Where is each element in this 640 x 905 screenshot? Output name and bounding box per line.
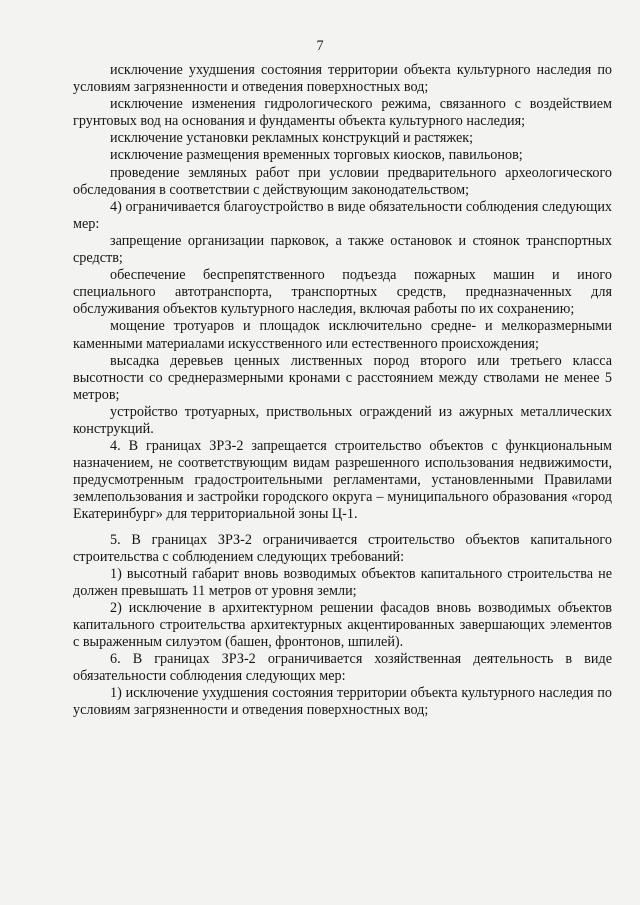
paragraph: мощение тротуаров и площадок исключительно средне- и мелкоразмерными каменными материалами искусственного или естественного происхождения; (73, 318, 612, 352)
paragraph: устройство тротуарных, приствольных ограждений из ажурных металлических конструкций. (73, 403, 612, 437)
paragraph: исключение установки рекламных конструкций и растяжек; (110, 130, 474, 147)
paragraph: высадка деревьев ценных лиственных пород второго или третьего класса высотности со среднеразмерными кронами с расстоянием между стволами не менее 5 метров; (73, 352, 612, 403)
paragraph: обеспечение беспрепятственного подъезда пожарных машин и иного специального автотранспорта, транспортных средств, предназначенных для обслуживания объектов культурного наследия, включая работы по их сохранению; (73, 267, 612, 318)
paragraph: 4. В границах ЗРЗ-2 запрещается строительство объектов с функциональным назначением, не соответствующим видам разрешенного использования недвижимости, предусмотренным градостроительными регламентами, установленными Правилами землепользования и застройки городского округа – муниципального образования «город Екатеринбург» для территориальной зоны Ц-1. (73, 438, 612, 523)
paragraph: 1) исключение ухудшения состояния территории объекта культурного наследия по условиям загрязненности и отведения поверхностных вод; (73, 685, 612, 719)
paragraph: 5. В границах ЗРЗ-2 ограничивается строительство объектов капитального строительства с соблюдением следующих требований: (73, 531, 612, 565)
document-body (73, 62, 612, 720)
paragraph: 1) высотный габарит вновь возводимых объектов капитального строительства не должен превышать 11 метров от уровня земли; (73, 565, 612, 599)
paragraph: 4) ограничивается благоустройство в виде обязательности соблюдения следующих мер: (73, 198, 612, 232)
paragraph: исключение изменения гидрологического режима, связанного с воздействием грунтовых вод на основания и фундаменты объекта культурного наследия; (73, 96, 612, 130)
paragraph: запрещение организации парковок, а также остановок и стоянок транспортных средств; (73, 232, 612, 267)
paragraph: 2) исключение в архитектурном решении фасадов вновь возводимых объектов капитального строительства архитектурных акцентированных завершающих элементов с выраженным силуэтом (башен, фронтонов, шпилей). (73, 599, 612, 651)
paragraph: проведение земляных работ при условии предварительного археологического обследования в соответствии с действующим законодательством; (73, 164, 612, 198)
paragraph: исключение размещения временных торговых киосков, павильонов; (110, 147, 523, 164)
page-number: 7 (316, 38, 324, 54)
paragraph: исключение ухудшения состояния территории объекта культурного наследия по условиям загрязненности и отведения поверхностных вод; (73, 62, 612, 96)
paragraph: 6. В границах ЗРЗ-2 ограничивается хозяйственная деятельность в виде обязательности соблюдения следующих мер: (73, 651, 612, 685)
